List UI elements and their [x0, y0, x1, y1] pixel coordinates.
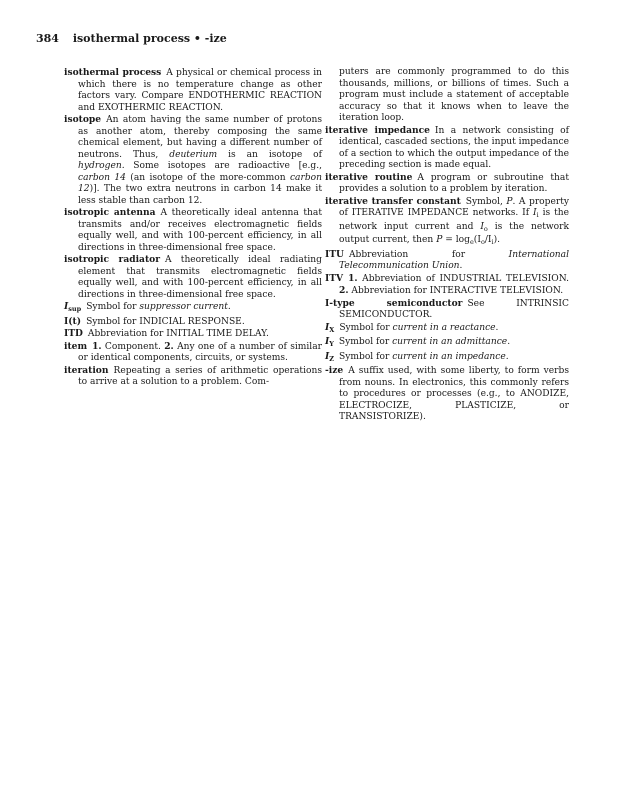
entry-itv — [325, 273, 569, 298]
equation-text: (I — [473, 235, 481, 245]
symbol-subscript: i — [491, 238, 494, 246]
entry-isothermal-process — [64, 67, 322, 114]
entry-isup — [64, 301, 322, 316]
symbol-subscript: o — [483, 224, 488, 233]
equation-text: ). — [493, 235, 501, 245]
entry-definition: puters are commonly programmed to do this thousands, millions, or billions of times. Such a program must include a statement of acceptable accuracy so that it knows when to leave the iteration loop. — [339, 67, 569, 123]
entry-term: ITD — [64, 328, 83, 339]
symbol-subscript: sup — [68, 305, 82, 313]
right-column — [325, 67, 569, 424]
entry-term: isotropic radiator — [64, 254, 160, 265]
entry-definition: Abbreviation for — [348, 249, 466, 260]
entry-term: ITV — [325, 272, 344, 284]
entry-definition: Symbol, — [465, 196, 503, 207]
symbol-main: I — [325, 321, 330, 333]
entry-term: iterative impedance — [325, 124, 430, 136]
entry-iterative-impedance — [325, 125, 569, 172]
entry-definition: Abbreviation of INDUSTRIAL TELEVISION. — [362, 273, 569, 284]
symbol-subscript: o — [480, 238, 485, 246]
entry-definition: . A property of ITERATIVE IMPEDANCE networks. If — [339, 196, 569, 218]
entry-definition: A suffix used, with some liberty, to form verbs from nouns. In electronics, this commonly refers to procedures or processes (e.g., to ANODIZE, ELECTROCIZE, PLASTICIZE, or TRANSISTORIZE). — [339, 366, 569, 422]
symbol-subscript: i — [536, 211, 539, 219]
entry-definition: Symbol for — [86, 302, 137, 312]
entry-iy — [325, 336, 569, 351]
entry-definition: In a network consisting of identical, cascaded sections, the input impedance of a section to which the output impedance of the preceding section is made equal. — [339, 125, 569, 170]
entry-definition: )]. The two extra neutrons in carbon 14 make it less stable than carbon 12. — [78, 184, 322, 206]
entry-definition: is an isotope of — [228, 149, 322, 160]
entry-term: I-type semiconductor — [325, 297, 463, 309]
italic-term: International Telecommunication Union — [339, 249, 569, 271]
italic-term: carbon 12 — [78, 172, 322, 194]
entry-term: iteration — [64, 364, 109, 376]
italic-term: current in an impedance — [392, 351, 506, 362]
sense-number: 1. — [348, 272, 358, 284]
entry-definition: Repeating a series of arithmetic operations to arrive at a solution to a problem. Com- — [78, 365, 322, 387]
punct: . — [227, 302, 231, 312]
symbol-subscript: Z — [329, 354, 335, 363]
entry-definition: is the network input current and — [339, 208, 569, 232]
entry-isotropic-antenna — [64, 207, 322, 254]
symbol-main: P — [506, 196, 513, 207]
entry-definition: Abbreviation for INITIAL TIME DELAY. — [87, 329, 269, 339]
running-header — [36, 32, 227, 45]
italic-term: current in an admittance — [392, 337, 508, 347]
entry-definition: Any one of a number of similar or identical components, circuits, or systems. — [78, 341, 322, 363]
punct: . — [505, 351, 509, 362]
entry-definition: Symbol for INDICIAL RESPONSE. — [86, 316, 245, 327]
entry-definition: An atom having the same number of protons as another atom, thereby composing the same chemical element, but having a different number of neutrons. Thus, — [78, 115, 322, 160]
entry-term: isotope — [64, 114, 102, 125]
entry-definition: Symbol for — [339, 351, 390, 362]
entry-i-type-semiconductor — [325, 298, 569, 322]
italic-term: hydrogen — [78, 161, 122, 171]
entry-isotropic-radiator — [64, 254, 322, 301]
symbol-subscript: e — [469, 238, 474, 246]
entry-term: iterative routine — [325, 171, 413, 183]
italic-term: carbon 14 — [78, 172, 126, 183]
entry-iterative-routine — [325, 172, 569, 196]
entry-definition: A physical or chemical process in which there is no temperature change as other factors vary. Compare ENDOTHERMIC REACTION and EXOTHERMIC REACTION. — [78, 68, 322, 113]
entry-definition: A theoretically ideal radiating element that transmits electromagnetic fields equally well, and with 100-percent efficiency, in all directions in three-dimensional free space. — [78, 255, 322, 300]
sense-number: 1. — [92, 340, 102, 352]
page-number: 384 — [36, 32, 59, 45]
entry-term — [325, 351, 334, 362]
italic-term: deuterium — [169, 149, 218, 160]
entry-term — [325, 322, 334, 333]
entry-term: iterative transfer constant — [325, 195, 461, 207]
entry-term: isothermal process — [64, 67, 162, 78]
entry-iteration — [64, 365, 322, 389]
punct: . — [507, 337, 511, 347]
punct: . — [459, 261, 463, 271]
entry-definition: . Some isotopes are radioactive [e.g., — [121, 161, 322, 171]
entry-itu — [325, 249, 569, 273]
entry-i-t — [64, 316, 322, 329]
entry-iterative-transfer-constant — [325, 196, 569, 249]
entry-term: I(t) — [64, 315, 82, 327]
entry-item — [64, 341, 322, 365]
symbol-main: I — [325, 336, 330, 347]
entry-ix — [325, 322, 569, 337]
entry-definition: Symbol for — [339, 322, 390, 333]
symbol-main: P — [436, 235, 443, 245]
left-column — [64, 67, 322, 389]
sense-number: 2. — [164, 340, 174, 352]
entry-term: isotropic antenna — [64, 207, 156, 218]
entry-term: ITU — [325, 248, 344, 260]
entry-definition: is the network output current, then — [339, 221, 569, 245]
entry-term: -ize — [325, 365, 344, 376]
entry-iz — [325, 351, 569, 366]
entry-itd — [64, 328, 322, 341]
entry-definition: A theoretically ideal antenna that transmits and/or receives electromagnetic fields equally well, and with 100-percent efficiency, in all directions in three-dimensional free space. — [78, 208, 322, 253]
entry-iteration-continued — [325, 67, 569, 125]
entry-ize — [325, 365, 569, 424]
entry-definition: Component. — [104, 341, 161, 352]
entry-term — [64, 301, 81, 312]
punct: . — [495, 322, 499, 333]
symbol-main: I — [325, 350, 330, 362]
entry-definition: Symbol for — [338, 337, 390, 347]
equation-text: = log — [445, 235, 470, 245]
running-head: isothermal process • -ize — [72, 32, 227, 45]
italic-term: current in a reactance — [392, 322, 496, 333]
italic-term: suppressor current — [139, 302, 228, 312]
equation-text: /I — [484, 235, 492, 245]
symbol-subscript: Y — [329, 340, 334, 348]
entry-isotope — [64, 114, 322, 207]
sense-number: 2. — [339, 285, 349, 296]
symbol-main: I — [533, 208, 537, 218]
symbol-subscript: X — [329, 325, 335, 334]
entry-definition: Abbreviation for INTERACTIVE TELEVISION. — [351, 286, 564, 296]
symbol-main: I — [480, 221, 484, 232]
entry-term — [325, 336, 334, 347]
entry-definition: (an isotope of the more-common — [130, 172, 286, 183]
entry-term: item — [64, 340, 88, 352]
entry-definition: A program or subroutine that provides a solution to a problem by iteration. — [339, 172, 569, 194]
symbol-main: I — [64, 301, 69, 312]
entry-definition: See INTRINSIC SEMICONDUCTOR. — [339, 298, 569, 320]
